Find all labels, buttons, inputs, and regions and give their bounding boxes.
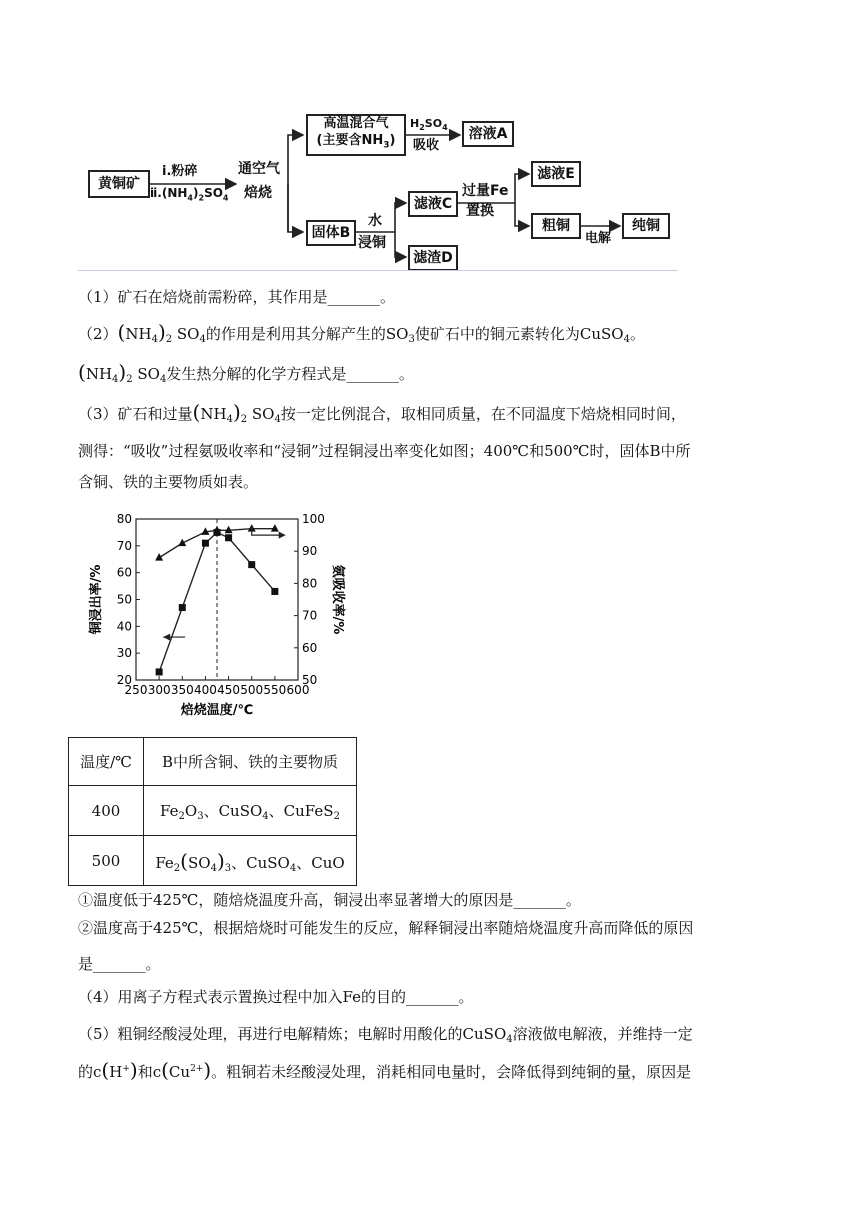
flow-divider	[78, 270, 678, 271]
x-tick-label: 400	[193, 683, 217, 697]
y-left-tick-label: 40	[116, 619, 132, 634]
formula-ammonium-sulfate: $(NH_4)_2$ $SO_4$	[117, 320, 206, 345]
leach-absorb-chart	[80, 505, 350, 730]
table-row	[69, 836, 357, 886]
q2-text-1: 的作用是利用其分解产生的	[205, 325, 386, 343]
leach-label: 浸铜	[358, 235, 386, 251]
copper-leach-point	[225, 534, 232, 541]
solid-b-box: 固体B	[306, 220, 356, 246]
y-right-tick-label: 100	[302, 512, 325, 526]
q4-answer-blank[interactable]: _______	[406, 988, 459, 1006]
absorb-reagent-label: $H_2SO_4$	[410, 117, 448, 133]
copper-leach-point	[179, 604, 186, 611]
q3-prefix: （3）矿石和过量	[78, 405, 193, 423]
table-header-temp: 温度/℃	[69, 738, 144, 786]
q1-text: （1）矿石在焙烧前需粉碎，其作用是	[78, 288, 328, 306]
process-flow-diagram	[80, 100, 680, 280]
q3-1-end: 。	[565, 891, 581, 909]
q3-2-answer-blank[interactable]: _______	[93, 955, 146, 973]
x-tick-label: 600	[286, 683, 310, 697]
crude-copper-box: 粗铜	[531, 213, 581, 239]
q5-text-5: 。粗铜若未经酸浸处理，消耗相同电量时，会降低得到纯铜的量，原因是	[211, 1063, 692, 1081]
formula-ammonium-sulfate-2: $(NH_4)_2$ $SO_4$	[78, 360, 167, 385]
question-1	[78, 283, 798, 311]
table-header-substances: B中所含铜、铁的主要物质	[144, 738, 357, 786]
y-left-tick-label: 70	[116, 538, 132, 553]
x-tick-label: 550	[263, 683, 287, 697]
x-tick-label: 250	[124, 683, 148, 697]
ammonia-absorb-point	[271, 524, 279, 532]
question-3-line3: 含铜、铁的主要物质如表。	[78, 473, 259, 491]
question-3-1	[78, 886, 798, 914]
copper-leach-line	[159, 532, 275, 672]
q5-text-3: 的	[78, 1063, 94, 1081]
phase-table	[68, 737, 357, 886]
x-tick-label: 450	[217, 683, 241, 697]
y-right-axis-label: 氨吸收率/%	[330, 564, 345, 635]
q2-text-2: 使矿石中的铜元素转化为	[414, 325, 580, 343]
formula-c-h: c(H+)	[93, 1058, 138, 1082]
chart-svg	[80, 505, 350, 730]
q3-1-text: ①温度低于425℃，随焙烧温度升高，铜浸出率显著增大的原因是	[78, 891, 514, 909]
question-3-2: ②温度高于425℃，根据焙烧时可能发生的反应，解释铜浸出率随焙烧温度升高而降低的原因	[78, 919, 694, 937]
y-left-tick-label: 20	[116, 673, 132, 687]
y-left-tick-label: 60	[116, 565, 132, 580]
y-left-tick-label: 50	[116, 592, 132, 607]
formula-ammonium-sulfate-3: $(NH_4)_2$ $SO_4$	[192, 400, 281, 425]
question-3-2-line2	[78, 950, 798, 978]
x-tick-label: 500	[240, 683, 264, 697]
question-5-line2	[78, 1056, 798, 1086]
y-right-tick-label: 80	[302, 576, 318, 591]
question-5	[78, 1020, 798, 1048]
q5-text-1: （5）粗铜经酸浸处理，再进行电解精炼；电解时用酸化的	[78, 1025, 463, 1043]
solution-a-box: 溶液A	[462, 121, 514, 147]
q1-answer-blank[interactable]: _______	[327, 288, 381, 306]
formula-so3: $SO_3$	[385, 325, 415, 345]
table-cell-substances: $Fe_2(SO_4)_3$、CuSO$_4$、CuO	[144, 836, 357, 886]
x-tick-label: 350	[170, 683, 194, 697]
residue-d-box: 滤渣D	[408, 245, 458, 271]
q3-1-answer-blank[interactable]: _______	[513, 891, 566, 909]
question-3-line2: 测得：“吸收”过程氨吸收率和“浸铜”过程铜浸出率变化如图；400℃和500℃时，固体B中所	[78, 442, 691, 460]
copper-leach-point	[271, 588, 278, 595]
absorb-label: 吸收	[413, 138, 440, 153]
q4-text: （4）用离子方程式表示置换过程中加入Fe的目的	[78, 988, 407, 1006]
right-axis-indicator-arrowhead	[279, 532, 286, 539]
copper-leach-point	[248, 561, 255, 568]
q3-2-end: 。	[145, 955, 161, 973]
question-4	[78, 983, 798, 1011]
formula-c-cu: $c(Cu^{2+})$	[152, 1058, 212, 1082]
y-right-tick-label: 70	[302, 608, 318, 623]
y-left-tick-label: 80	[116, 512, 132, 526]
gas-box-line2: (主要含$NH_3$)	[316, 133, 396, 151]
q2-prefix: （2）	[78, 325, 118, 343]
y-left-tick-label: 30	[116, 646, 132, 661]
table-cell-substances: $Fe_2O_3$、CuSO$_4$、CuFeS$_2$	[144, 786, 357, 836]
q2-answer-blank[interactable]: _______	[346, 365, 399, 383]
table-cell-temp: 500	[69, 836, 144, 886]
x-axis-label: 焙烧温度/℃	[180, 703, 254, 718]
roast-label-1: 通空气	[238, 161, 280, 177]
formula-cuso4-2: CuSO$_4$	[462, 1025, 513, 1045]
y-right-tick-label: 90	[302, 544, 318, 559]
replace-label: 置换	[466, 203, 494, 219]
table-cell-temp: 400	[69, 786, 144, 836]
copper-leach-point	[156, 668, 163, 675]
left-axis-indicator-arrowhead	[163, 634, 170, 641]
gas-box-line1: 高温混合气	[323, 116, 389, 132]
step-ammonium-sulfate-label: $ⅱ.(NH_4)_2SO_4$	[150, 186, 229, 203]
question-3	[78, 398, 798, 428]
roast-label-2: 焙烧	[244, 185, 272, 201]
step-crush-label: ⅰ.粉碎	[162, 164, 198, 179]
q5-text-4: 和	[137, 1063, 153, 1081]
filtrate-c-box: 滤液C	[408, 191, 458, 217]
ore-box: 黄铜矿	[88, 170, 150, 198]
x-tick-label: 300	[147, 683, 171, 697]
q2-text-4: 发生热分解的化学方程式是	[166, 365, 347, 383]
q1-end: 。	[380, 288, 396, 306]
ammonia-absorb-point	[155, 553, 163, 561]
formula-cuso4: CuSO$_4$	[579, 325, 630, 345]
q4-end: 。	[458, 988, 474, 1006]
y-left-axis-label: 铜浸出率/%	[89, 564, 104, 635]
q3-2-line2: 是	[78, 955, 94, 973]
y-right-tick-label: 60	[302, 640, 318, 655]
water-label: 水	[368, 213, 382, 229]
q2-text-3: 。	[629, 325, 645, 343]
q2-end: 。	[398, 365, 414, 383]
y-right-tick-label: 50	[302, 673, 318, 687]
q3-text-1: 按一定比例混合，取相同质量，在不同温度下焙烧相同时间，	[280, 405, 686, 423]
question-2	[78, 318, 798, 348]
copper-leach-point	[202, 540, 209, 547]
gas-box	[306, 114, 406, 156]
table-row	[69, 786, 357, 836]
table-header-row	[69, 738, 357, 786]
pure-copper-box: 纯铜	[622, 213, 670, 239]
filtrate-e-box: 滤液E	[531, 161, 581, 187]
electrolysis-label: 电解	[585, 231, 612, 246]
excess-fe-label: 过量Fe	[462, 183, 509, 199]
question-2-line2	[78, 358, 798, 388]
q5-text-2: 溶液做电解液，并维持一定	[512, 1025, 693, 1043]
